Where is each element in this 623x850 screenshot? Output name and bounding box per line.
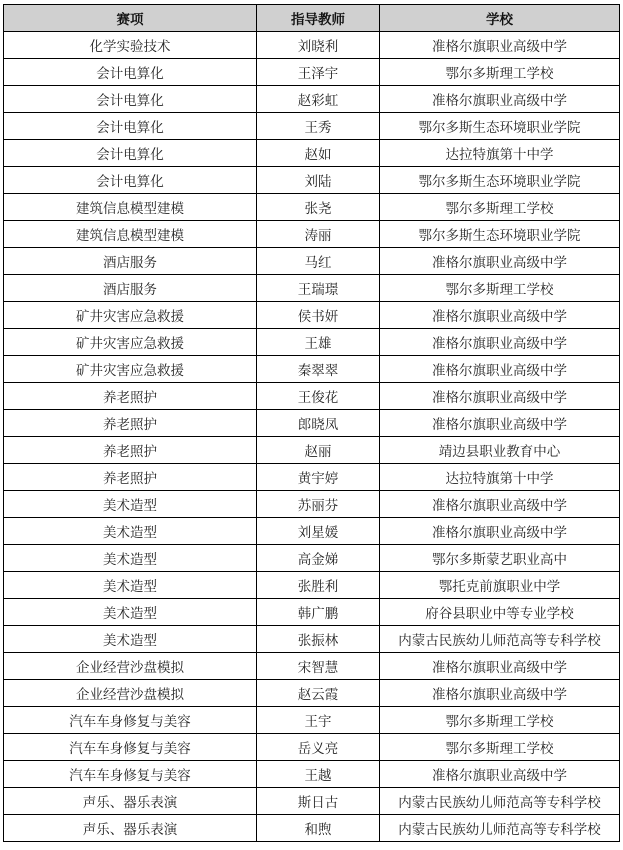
teacher-cell: 侯书妍 <box>257 302 380 329</box>
teacher-cell: 王秀 <box>257 113 380 140</box>
event-cell: 声乐、器乐表演 <box>4 788 257 815</box>
header-school: 学校 <box>380 5 620 32</box>
event-cell: 矿井灾害应急救援 <box>4 356 257 383</box>
school-cell: 达拉特旗第十中学 <box>380 140 620 167</box>
table-row <box>4 113 620 140</box>
teacher-cell: 黄宇婷 <box>257 464 380 491</box>
event-cell: 酒店服务 <box>4 275 257 302</box>
table-row <box>4 275 620 302</box>
event-cell: 会计电算化 <box>4 113 257 140</box>
event-cell: 建筑信息模型建模 <box>4 221 257 248</box>
table-row <box>4 410 620 437</box>
teacher-cell: 赵彩虹 <box>257 86 380 113</box>
school-cell: 鄂尔多斯生态环境职业学院 <box>380 113 620 140</box>
table-row <box>4 437 620 464</box>
table-row <box>4 248 620 275</box>
teacher-cell: 斯日古 <box>257 788 380 815</box>
event-cell: 声乐、器乐表演 <box>4 815 257 842</box>
school-cell: 鄂尔多斯理工学校 <box>380 59 620 86</box>
school-cell: 准格尔旗职业高级中学 <box>380 356 620 383</box>
teacher-cell: 高金娣 <box>257 545 380 572</box>
teacher-cell: 王越 <box>257 761 380 788</box>
school-cell: 鄂尔多斯蒙艺职业高中 <box>380 545 620 572</box>
school-cell: 鄂尔多斯理工学校 <box>380 707 620 734</box>
table-row <box>4 734 620 761</box>
event-cell: 养老照护 <box>4 410 257 437</box>
table-row <box>4 32 620 59</box>
school-cell: 靖边县职业教育中心 <box>380 437 620 464</box>
table-row <box>4 491 620 518</box>
school-cell: 内蒙古民族幼儿师范高等专科学校 <box>380 815 620 842</box>
event-cell: 会计电算化 <box>4 167 257 194</box>
school-cell: 鄂尔多斯生态环境职业学院 <box>380 167 620 194</box>
event-cell: 汽车车身修复与美容 <box>4 761 257 788</box>
event-cell: 矿井灾害应急救援 <box>4 329 257 356</box>
school-cell: 准格尔旗职业高级中学 <box>380 653 620 680</box>
teacher-cell: 郎晓凤 <box>257 410 380 437</box>
teacher-cell: 和煦 <box>257 815 380 842</box>
school-cell: 鄂尔多斯理工学校 <box>380 734 620 761</box>
table-row <box>4 518 620 545</box>
teacher-cell: 张尧 <box>257 194 380 221</box>
table-row <box>4 329 620 356</box>
teacher-cell: 刘晓利 <box>257 32 380 59</box>
table-row <box>4 572 620 599</box>
table-row <box>4 194 620 221</box>
school-cell: 准格尔旗职业高级中学 <box>380 329 620 356</box>
event-cell: 会计电算化 <box>4 86 257 113</box>
table-row <box>4 167 620 194</box>
event-cell: 养老照护 <box>4 383 257 410</box>
teacher-cell: 刘陆 <box>257 167 380 194</box>
table-row <box>4 86 620 113</box>
school-cell: 准格尔旗职业高级中学 <box>380 302 620 329</box>
event-cell: 矿井灾害应急救援 <box>4 302 257 329</box>
event-cell: 建筑信息模型建模 <box>4 194 257 221</box>
school-cell: 准格尔旗职业高级中学 <box>380 86 620 113</box>
teacher-cell: 张胜利 <box>257 572 380 599</box>
event-cell: 会计电算化 <box>4 140 257 167</box>
event-cell: 美术造型 <box>4 518 257 545</box>
school-cell: 达拉特旗第十中学 <box>380 464 620 491</box>
school-cell: 鄂托克前旗职业中学 <box>380 572 620 599</box>
teacher-cell: 宋智慧 <box>257 653 380 680</box>
table-row <box>4 302 620 329</box>
table-row <box>4 815 620 842</box>
table-row <box>4 626 620 653</box>
table-row <box>4 545 620 572</box>
school-cell: 准格尔旗职业高级中学 <box>380 410 620 437</box>
school-cell: 鄂尔多斯理工学校 <box>380 194 620 221</box>
school-cell: 准格尔旗职业高级中学 <box>380 32 620 59</box>
school-cell: 准格尔旗职业高级中学 <box>380 680 620 707</box>
event-cell: 美术造型 <box>4 626 257 653</box>
teacher-cell: 苏丽芬 <box>257 491 380 518</box>
school-cell: 府谷县职业中等专业学校 <box>380 599 620 626</box>
event-cell: 美术造型 <box>4 599 257 626</box>
event-cell: 美术造型 <box>4 545 257 572</box>
table-body <box>4 32 620 842</box>
teacher-cell: 赵云霞 <box>257 680 380 707</box>
teacher-cell: 韩广鹏 <box>257 599 380 626</box>
table-row <box>4 221 620 248</box>
teacher-cell: 岳义亮 <box>257 734 380 761</box>
event-cell: 美术造型 <box>4 491 257 518</box>
event-cell: 养老照护 <box>4 437 257 464</box>
teacher-cell: 刘星媛 <box>257 518 380 545</box>
school-cell: 准格尔旗职业高级中学 <box>380 248 620 275</box>
school-cell: 准格尔旗职业高级中学 <box>380 491 620 518</box>
teacher-cell: 王雄 <box>257 329 380 356</box>
teacher-cell: 赵如 <box>257 140 380 167</box>
table-row <box>4 761 620 788</box>
table-row <box>4 788 620 815</box>
teacher-cell: 张振林 <box>257 626 380 653</box>
event-cell: 汽车车身修复与美容 <box>4 734 257 761</box>
school-cell: 准格尔旗职业高级中学 <box>380 761 620 788</box>
event-cell: 酒店服务 <box>4 248 257 275</box>
school-cell: 鄂尔多斯理工学校 <box>380 275 620 302</box>
event-cell: 养老照护 <box>4 464 257 491</box>
event-cell: 汽车车身修复与美容 <box>4 707 257 734</box>
table-row <box>4 356 620 383</box>
table-row <box>4 140 620 167</box>
school-cell: 内蒙古民族幼儿师范高等专科学校 <box>380 626 620 653</box>
school-cell: 鄂尔多斯生态环境职业学院 <box>380 221 620 248</box>
table-row <box>4 59 620 86</box>
table-row <box>4 680 620 707</box>
teacher-cell: 马红 <box>257 248 380 275</box>
event-cell: 企业经营沙盘模拟 <box>4 653 257 680</box>
teacher-cell: 王俊花 <box>257 383 380 410</box>
school-cell: 准格尔旗职业高级中学 <box>380 383 620 410</box>
teacher-cell: 涛丽 <box>257 221 380 248</box>
teacher-table <box>3 4 620 842</box>
event-cell: 会计电算化 <box>4 59 257 86</box>
table-header-row <box>4 5 620 32</box>
teacher-cell: 赵丽 <box>257 437 380 464</box>
table-row <box>4 599 620 626</box>
event-cell: 美术造型 <box>4 572 257 599</box>
teacher-cell: 秦翠翠 <box>257 356 380 383</box>
school-cell: 准格尔旗职业高级中学 <box>380 518 620 545</box>
teacher-cell: 王瑞璟 <box>257 275 380 302</box>
header-teacher: 指导教师 <box>257 5 380 32</box>
event-cell: 企业经营沙盘模拟 <box>4 680 257 707</box>
event-cell: 化学实验技术 <box>4 32 257 59</box>
teacher-cell: 王泽宇 <box>257 59 380 86</box>
teacher-cell: 王宇 <box>257 707 380 734</box>
table-row <box>4 464 620 491</box>
table-row <box>4 653 620 680</box>
school-cell: 内蒙古民族幼儿师范高等专科学校 <box>380 788 620 815</box>
header-event: 赛项 <box>4 5 257 32</box>
table-row <box>4 383 620 410</box>
table-row <box>4 707 620 734</box>
